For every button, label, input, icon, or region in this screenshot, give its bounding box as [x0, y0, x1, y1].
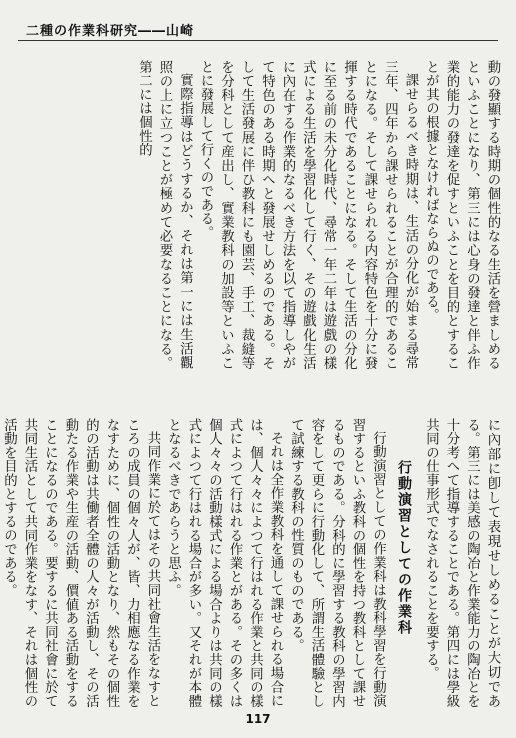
paragraph: 實際指導はどうするか、それは第一には生活觀照の上に立つことが極めて必要なることになる。第二には個性的	[136, 60, 193, 370]
paragraph: それは全作業教科を通して課せられる場合には、個人々々によつて行はれる作業と共同の樣式によつて行はれる作業とがある。その多くは個人々々の活動樣式による場合よりは共同の樣式によつて行はれる場合が多い。又それが本體となるべきであらうと思ふ。	[165, 418, 283, 708]
section-heading: 行動演習としての作業科	[396, 460, 412, 636]
header-divider	[18, 40, 498, 41]
bottom-text-block	[1, 418, 502, 708]
paragraph: に內部に卽して表現せしめることが大切である。第三には美感の陶冶と作業能力の陶冶とを十分考へて指導することである。第四には學級共同の仕事形式でなされることを要する。	[423, 418, 500, 708]
page-number: 117	[245, 712, 271, 726]
paragraph: 共同作業に於てはその共同社會生活をなすところの成員の個々人が、皆、力相應なる作業をなすために、個性の活動となり、然もその個性的の活動は共働者全體の人々が活動し、その活動たる作業や生産の活動、價値ある活動をすることになるのである。要するに共同社會に於て共同生活として共同作業をなす、それは個性の活動を目的とするのである。	[1, 418, 160, 708]
running-header: 二種の作業科研究――山崎	[26, 24, 195, 39]
paragraph: 動の發顯する時期の個性的なる生活を營ましめるといふことになり、第三には心身の發達と伴ふ作業的能力の發達を促すといふことを目的とすることが其の根據となければならぬのである。	[423, 60, 500, 370]
top-text-block	[22, 60, 502, 370]
paragraph: 行動演習としての作業科は教科學習を行動演習するといふ教科の個性を持つ教科として課せるものである。分科的に學習する教科の學習内容をして更らに行動化して、所謂生活體驗として試練する教科の性質のものである。	[288, 418, 386, 708]
paragraph: 課せらるべき時期は、生活の分化が始まる尋常三年、四年から課せられることが合理的であることになる。そして課せられる内容特色を十分に發揮する時代であることになる。そして生活の分化に至る前の未分化時代、尋常一年二年は遊戲の樣式による生活を學習化して行く、その遊戲化生活に內在する作業的なるべき方法を以て指導しやがて特色のある時期へと發展せしめるのである。そして生活發展に伴ひ教科にも園芸、手工、裁縫等を分科として産出し、實業教科の加設等といふことに發展して行くのである。	[198, 60, 418, 370]
